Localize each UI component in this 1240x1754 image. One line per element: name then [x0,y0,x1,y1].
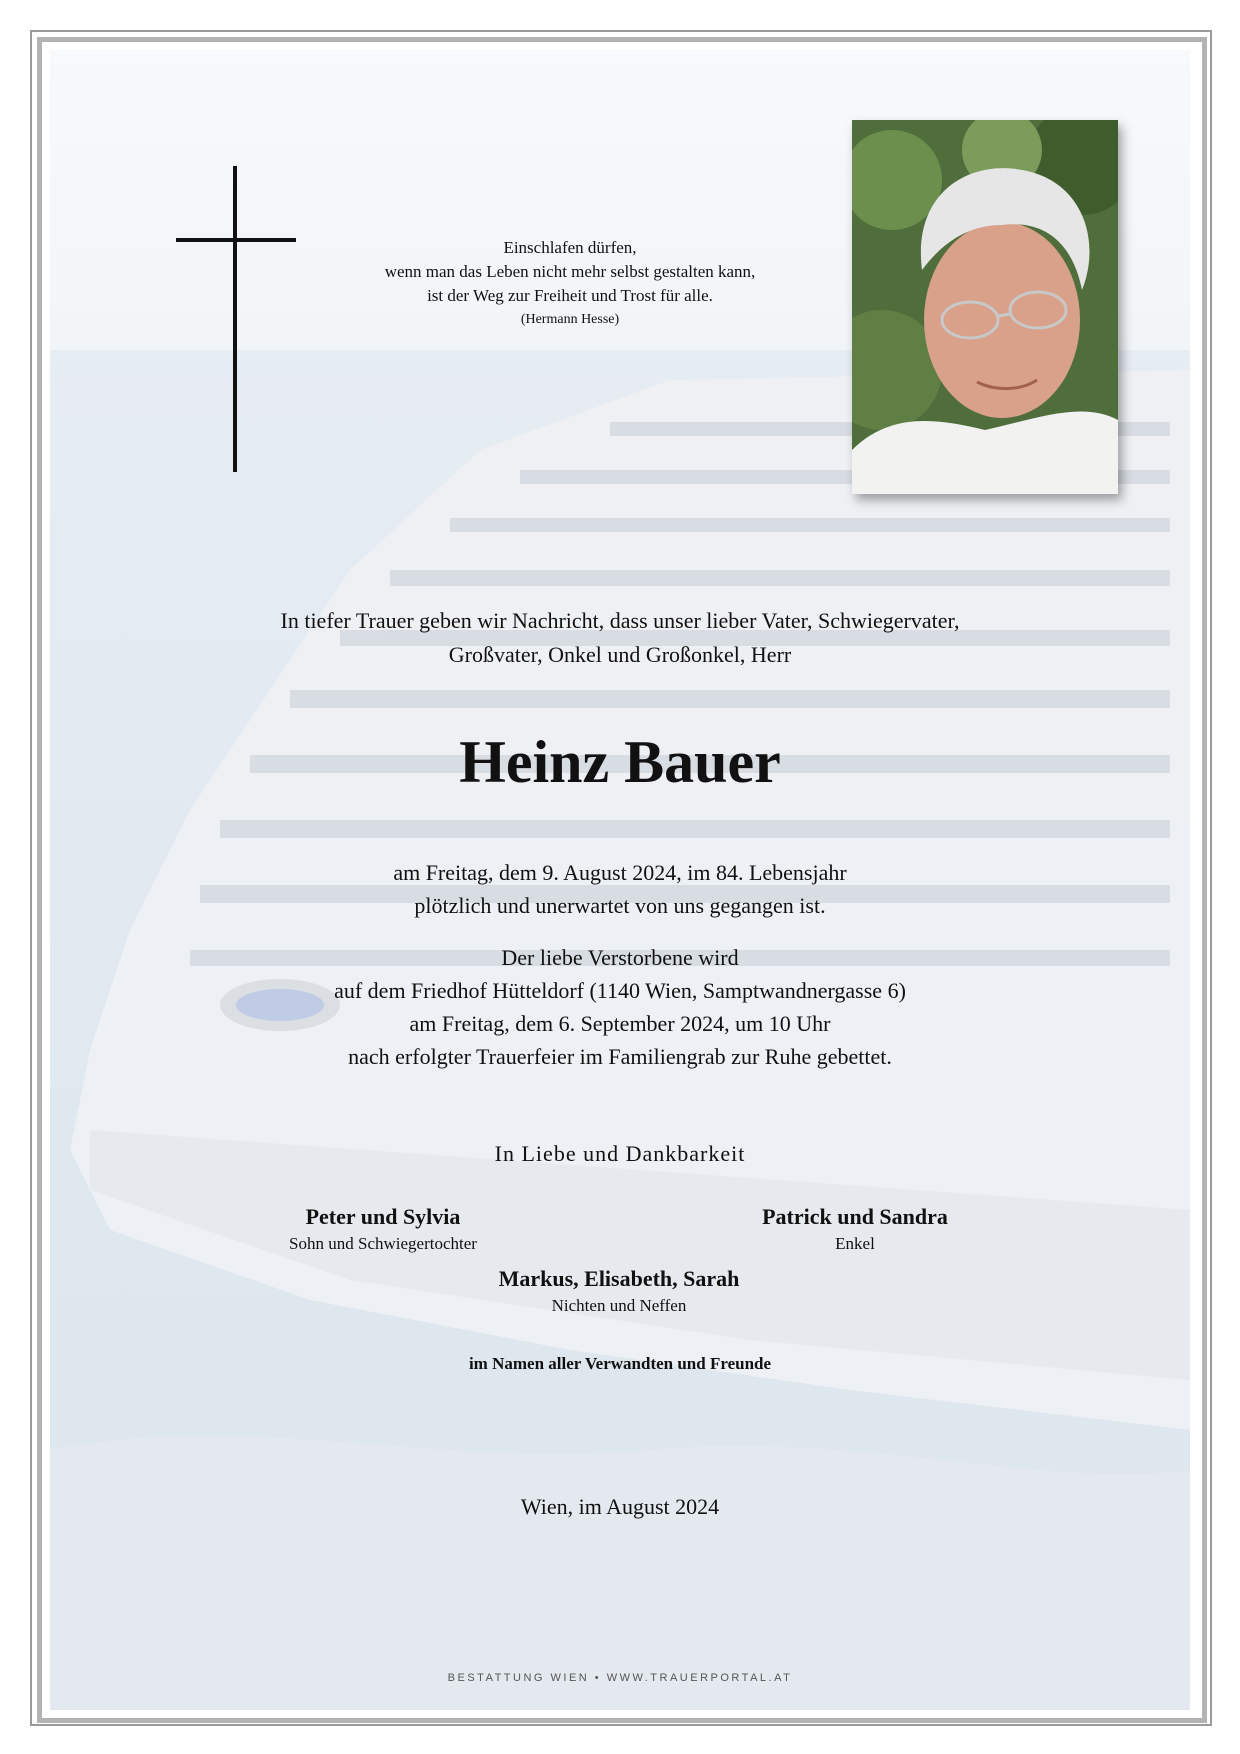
portrait-photo [852,120,1118,494]
cross-icon [176,166,296,472]
quote-author: (Hermann Hesse) [520,312,620,327]
burial-line: am Freitag, dem 6. September 2024, um 10 Uhr [409,1011,831,1036]
death-details [150,856,1090,922]
death-line: plötzlich und unerwartet von uns gegangen ist. [414,893,826,918]
mourner-name: Peter und Sylvia [305,1204,461,1229]
mourner-entry [439,1264,799,1318]
cross-vertical-bar [233,166,237,472]
death-line: am Freitag, dem 9. August 2024, im 84. Lebensjahr [393,860,847,885]
quote-line: ist der Weg zur Freiheit und Trost für alle. [427,286,713,305]
quote-line: wenn man das Leben nicht mehr selbst gestalten kann, [384,262,756,281]
cross-horizontal-bar [176,238,296,242]
mourner-name: Patrick und Sandra [762,1204,948,1229]
footer-imprint: BESTATTUNG WIEN • WWW.TRAUERPORTAL.AT [447,1672,793,1684]
death-announcement [150,604,1090,672]
announcement-line: In tiefer Trauer geben wir Nachricht, dass unser lieber Vater, Schwiegervater, [280,608,960,633]
mourner-entry [675,1202,1035,1256]
place-date: Wien, im August 2024 [520,1494,720,1519]
burial-line: Der liebe Verstorbene wird [501,945,739,970]
relatives-note: im Namen aller Verwandten und Freunde [468,1354,772,1373]
mourner-entry [203,1202,563,1256]
gratitude-line: In Liebe und Dankbarkeit [494,1141,746,1166]
memorial-quote [340,236,800,332]
mourner-relation: Sohn und Schwiegertochter [289,1234,477,1253]
announcement-line: Großvater, Onkel und Großonkel, Herr [448,642,792,667]
burial-details [150,941,1090,1073]
mourner-relation: Enkel [835,1234,875,1253]
mourner-relation: Nichten und Neffen [551,1296,687,1315]
burial-line: auf dem Friedhof Hütteldorf (1140 Wien, Samptwandnergasse 6) [334,978,906,1003]
burial-line: nach erfolgter Trauerfeier im Familiengrab zur Ruhe gebettet. [348,1044,892,1069]
mourner-name: Markus, Elisabeth, Sarah [498,1266,740,1291]
quote-line: Einschlafen dürfen, [503,238,637,257]
deceased-name: Heinz Bauer [459,729,781,795]
